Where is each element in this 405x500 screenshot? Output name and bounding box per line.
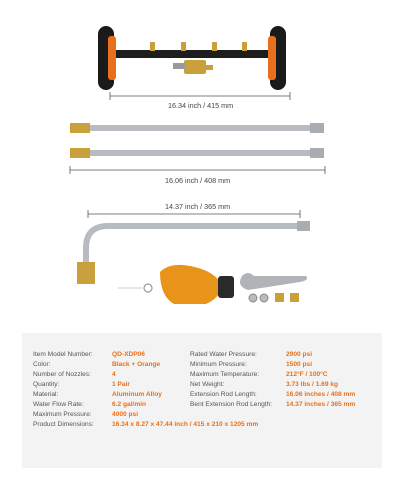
spec-value-color: Black + Orange — [112, 361, 161, 368]
spec-value-nozzles: 4 — [112, 371, 116, 378]
spec-row-max-pressure: Maximum Pressure: — [33, 411, 92, 418]
spec-value-quantity: 1 Pair — [112, 381, 130, 388]
extension-rod-2 — [70, 148, 324, 158]
right-wheel-icon — [268, 26, 286, 90]
spec-value-max-pressure: 4000 psi — [112, 411, 139, 418]
spec-row-max-temp: Maximum Temperature: — [190, 371, 260, 378]
spec-value-model: QD-XDP06 — [112, 351, 145, 358]
nut-fittings-icon — [249, 293, 299, 302]
spec-value-material: Aluminum Alloy — [112, 391, 162, 398]
spec-value-flow: 6.2 gal/min — [112, 401, 147, 408]
spec-row-dimensions: Product Dimensions: — [33, 421, 94, 428]
spec-value-bent-rod-length: 14.37 inches / 365 mm — [286, 401, 356, 408]
cleaning-mitt-icon — [160, 265, 234, 304]
specifications-panel — [22, 333, 382, 468]
spec-row-model — [33, 351, 93, 359]
left-wheel-icon — [98, 26, 116, 90]
spec-value-rated-pressure: 2900 psi — [286, 351, 313, 358]
spec-row-rated-pressure: Rated Water Pressure: — [190, 351, 257, 358]
cleaner-dimension-label: 16.34 inch / 415 mm — [168, 101, 234, 110]
spec-row-rod-length: Extension Rod Length: — [190, 391, 257, 398]
spec-label: Item Model Number: — [33, 351, 93, 358]
spec-row-color: Color: — [33, 361, 51, 368]
spec-row-bent-rod-length: Bent Extension Rod Length: — [190, 401, 273, 408]
dimension-line-bent — [88, 210, 300, 218]
spec-row-material: Material: — [33, 391, 59, 398]
spec-value-weight: 3.73 lbs / 1.69 kg — [286, 381, 339, 388]
surface-cleaner-bar — [112, 42, 272, 74]
spec-row-min-pressure: Minimum Pressure: — [190, 361, 247, 368]
spec-value-rod-length: 16.06 inches / 408 mm — [286, 391, 356, 398]
spec-row-quantity: Quantity: — [33, 381, 60, 388]
extension-rod-1 — [70, 123, 324, 133]
wrench-icon — [240, 273, 307, 290]
spec-value-dimensions: 16.34 x 8.27 x 47.44 inch / 415 x 210 x 1205 mm — [112, 421, 259, 428]
spec-row-weight: Net Weight: — [190, 381, 225, 388]
spec-value-max-temp: 212°F / 100°C — [286, 371, 328, 378]
spec-row-flow: Water Flow Rate: — [33, 401, 84, 408]
bent-rod-dimension-label: 14.37 inch / 365 mm — [165, 202, 231, 211]
rod-dimension-label: 16.06 inch / 408 mm — [165, 176, 231, 185]
dimension-line-cleaner — [110, 92, 290, 100]
dimension-line-rods — [70, 166, 325, 174]
spec-row-nozzles: Number of Nozzles: — [33, 371, 91, 378]
spec-value-min-pressure: 1500 psi — [286, 361, 313, 368]
o-ring-icon — [118, 284, 152, 292]
